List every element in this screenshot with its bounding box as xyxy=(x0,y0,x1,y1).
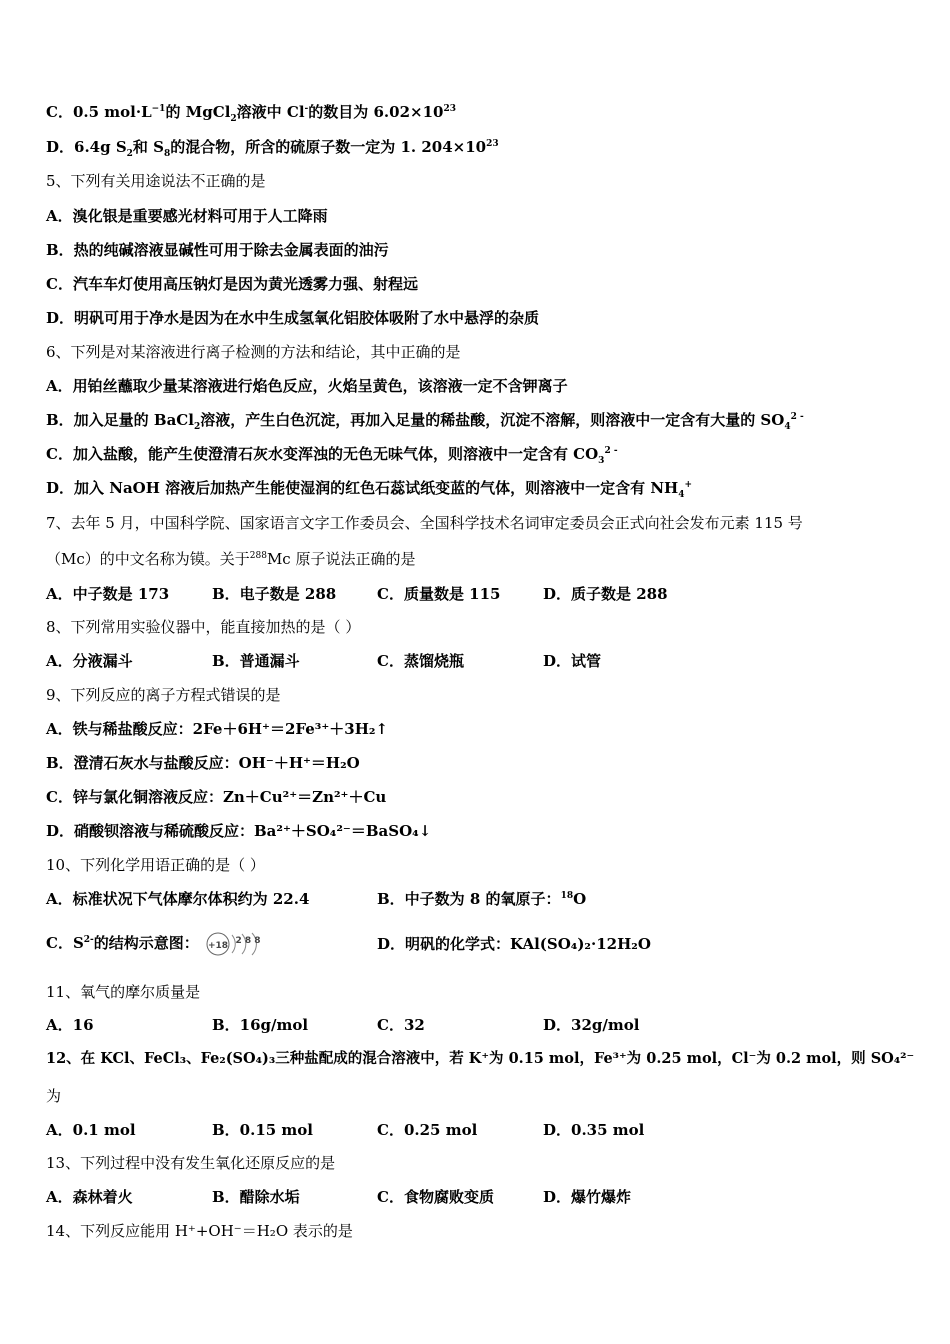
q9-option-b: B．澄清石灰水与盐酸反应：OH⁻＋H⁺＝H₂O xyxy=(46,754,360,772)
q5-option-a: A．溴化银是重要感光材料可用于人工降雨 xyxy=(46,207,328,225)
q10-stem: 10、下列化学用语正确的是（ ） xyxy=(46,856,265,874)
atom-shells-label: 2 8 8 xyxy=(235,936,261,946)
q9-stem: 9、下列反应的离子方程式错误的是 xyxy=(46,686,281,704)
q8-option-d: D．试管 xyxy=(543,652,602,670)
q6-option-b: B．加入足量的 BaCl$_2$溶液，产生白色沉淀，再加入足量的稀盐酸，沉淀不溶解，则溶液中一定含有大量的 $SO_4^{2 -}$ xyxy=(46,411,804,432)
q13-option-a: A．森林着火 xyxy=(46,1188,133,1206)
q4-option-c: C．0.5 $mol\cdot L^{-1}$的 MgCl$_2$溶液中 Cl-的数目为 $6.02\times 10^{23}$ xyxy=(46,103,456,124)
q7-option-d: D．质子数是 288 xyxy=(543,585,668,603)
q7-option-b: B．电子数是 288 xyxy=(212,585,337,603)
q6-stem: 6、下列是对某溶液进行离子检测的方法和结论，其中正确的是 xyxy=(46,343,461,361)
q5-stem: 5、下列有关用途说法不正确的是 xyxy=(46,172,266,190)
q5-option-c: C．汽车车灯使用高压钠灯是因为黄光透雾力强、射程远 xyxy=(46,275,418,293)
q5-option-d: D．明矾可用于净水是因为在水中生成氢氧化铝胶体吸附了水中悬浮的杂质 xyxy=(46,309,540,327)
q12-stem-line2: 为 xyxy=(46,1087,62,1105)
q8-option-a: A．分液漏斗 xyxy=(46,652,133,670)
q11-stem: 11、氧气的摩尔质量是 xyxy=(46,983,201,1001)
q8-option-c: C．蒸馏烧瓶 xyxy=(377,652,464,670)
q9-option-d: D．硝酸钡溶液与稀硫酸反应：Ba²⁺＋SO₄²⁻＝BaSO₄↓ xyxy=(46,822,432,840)
q8-stem: 8、下列常用实验仪器中，能直接加热的是（ ） xyxy=(46,618,361,636)
atom-structure-diagram xyxy=(204,930,266,958)
atom-structure-icon xyxy=(204,930,266,958)
q12-option-c: C．0.25 mol xyxy=(377,1121,478,1139)
q5-option-b: B．热的纯碱溶液显碱性可用于除去金属表面的油污 xyxy=(46,241,389,259)
q11-option-a: A．16 xyxy=(46,1016,94,1034)
q10-option-a: A．标准状况下气体摩尔体积约为 22.4 xyxy=(46,890,310,908)
q10-option-b: B．中子数为 8 的氧原子：$^{18}$O xyxy=(377,890,587,908)
q7-stem-line1: 7、去年 5 月，中国科学院、国家语言文字工作委员会、全国科学技术名词审定委员会正式向社会发布元素 115 号 xyxy=(46,514,803,532)
q4-option-d: D．6.4g $S_2$和 $S_8$的混合物，所含的硫原子数一定为 1. $204\times 10^{23}$ xyxy=(46,138,499,159)
q12-option-b: B．0.15 mol xyxy=(212,1121,314,1139)
q14-stem: 14、下列反应能用 H⁺+OH⁻＝H₂O 表示的是 xyxy=(46,1222,353,1240)
q12-stem-line1: 12、在 KCl、FeCl₃、Fe₂(SO₄)₃三种盐配成的混合溶液中，若 K⁺为 0.15 mol，Fe³⁺为 0.25 mol，Cl⁻为 0.2 mol，则 SO₄²⁻ xyxy=(46,1050,915,1067)
q8-option-b: B．普通漏斗 xyxy=(212,652,300,670)
q9-option-a: A．铁与稀盐酸反应：2Fe＋6H⁺＝2Fe³⁺＋3H₂↑ xyxy=(46,720,389,738)
q6-option-d: D．加入 NaOH 溶液后加热产生能使湿润的红色石蕊试纸变蓝的气体，则溶液中一定含有 $NH_4^+$ xyxy=(46,479,693,500)
q13-option-c: C．食物腐败变质 xyxy=(377,1188,494,1206)
q10-option-d: D．明矾的化学式：KAl(SO₄)₂·12H₂O xyxy=(377,935,651,953)
q10-option-c: C．$S^{2-}$的结构示意图： +18 2 8 8 xyxy=(46,930,266,958)
q12-option-d: D．0.35 mol xyxy=(543,1121,645,1139)
q12-option-a: A．0.1 mol xyxy=(46,1121,136,1139)
q9-option-c: C．锌与氯化铜溶液反应：Zn＋Cu²⁺＝Zn²⁺＋Cu xyxy=(46,788,387,806)
q13-option-b: B．醋除水垢 xyxy=(212,1188,300,1206)
q11-option-d: D．32g/mol xyxy=(543,1016,640,1034)
atom-nucleus-label: +18 xyxy=(207,941,229,951)
q7-option-a: A．中子数是 173 xyxy=(46,585,170,603)
q13-stem: 13、下列过程中没有发生氧化还原反应的是 xyxy=(46,1154,336,1172)
q7-stem-line2: （Mc）的中文名称为镆。关于$^{288}$Mc 原子说法正确的是 xyxy=(46,550,416,568)
q6-option-a: A．用铂丝蘸取少量某溶液进行焰色反应，火焰呈黄色，该溶液一定不含钾离子 xyxy=(46,377,568,395)
q6-option-c: C．加入盐酸，能产生使澄清石灰水变浑浊的无色无味气体，则溶液中一定含有 $CO_3^{2 -}$ xyxy=(46,445,618,466)
q11-option-c: C．32 xyxy=(377,1016,425,1034)
q13-option-d: D．爆竹爆炸 xyxy=(543,1188,632,1206)
q11-option-b: B．16g/mol xyxy=(212,1016,309,1034)
q7-option-c: C．质量数是 115 xyxy=(377,585,501,603)
